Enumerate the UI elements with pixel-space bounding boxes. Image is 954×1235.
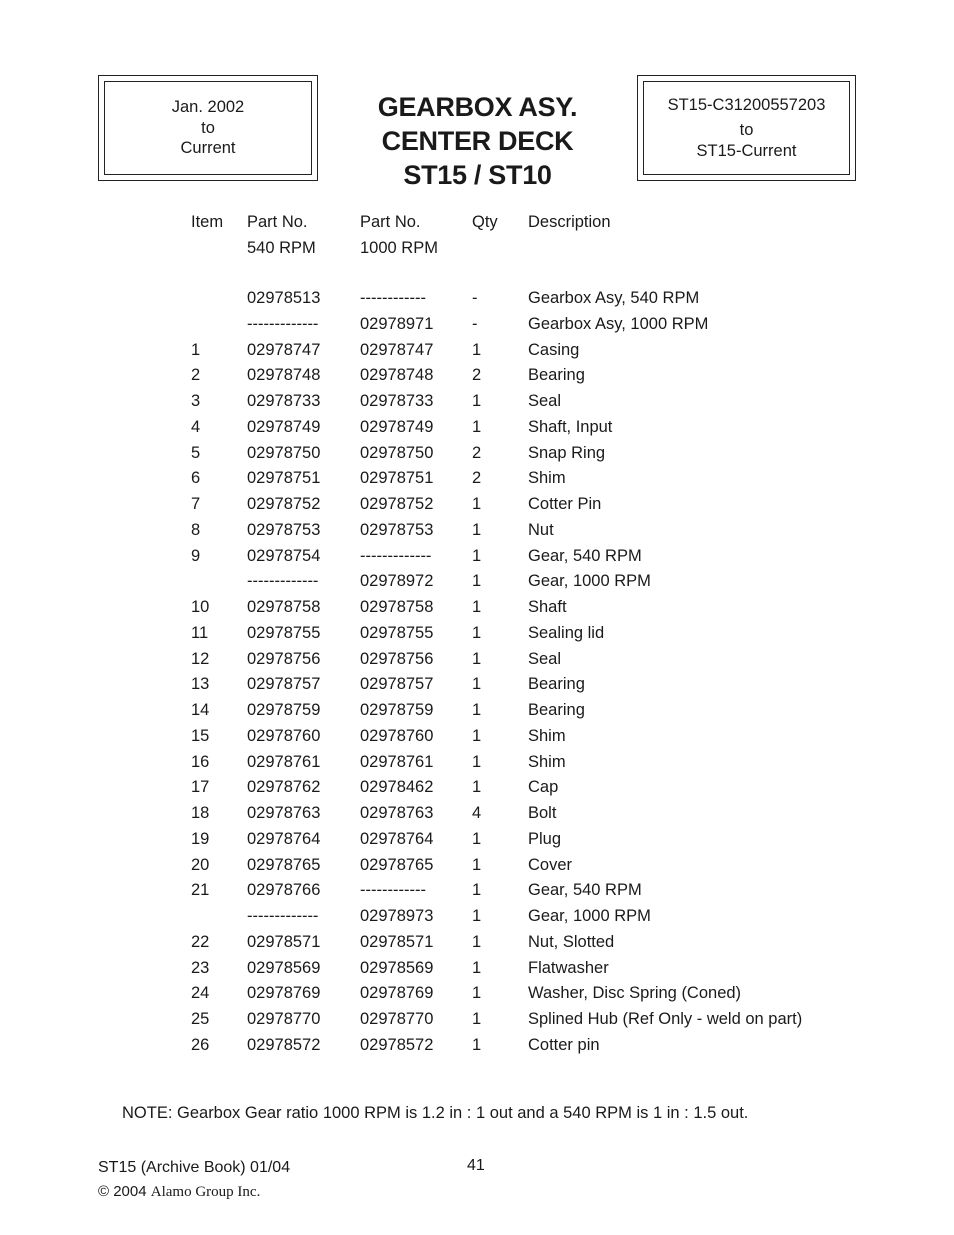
date-range-end: Current <box>180 139 236 158</box>
table-row <box>0 519 954 545</box>
header-part-540-sub: 540 RPM <box>247 239 316 257</box>
part-number-540: 02978769 <box>247 984 321 1003</box>
part-number-540: 02978757 <box>247 675 321 694</box>
table-row <box>0 699 954 725</box>
table-row <box>0 648 954 674</box>
part-number-540: 02978766 <box>247 881 321 900</box>
part-number-1000: 02978750 <box>360 443 434 462</box>
part-number-1000: 02978765 <box>360 855 434 874</box>
quantity: 1 <box>472 984 482 1003</box>
part-number-1000: 02978572 <box>360 1035 434 1054</box>
quantity: 1 <box>472 392 482 410</box>
quantity: 2 <box>472 366 482 385</box>
item-number: 6 <box>191 469 201 488</box>
quantity: 1 <box>472 881 482 900</box>
item-number: 1 <box>191 340 201 359</box>
description: Cotter pin <box>528 1035 600 1054</box>
part-number-1000: 02978764 <box>360 829 434 848</box>
part-number-540: 02978752 <box>247 495 321 513</box>
quantity: 2 <box>472 469 482 488</box>
header-description: Description <box>528 213 611 231</box>
quantity: 1 <box>472 649 482 668</box>
part-number-540: 02978759 <box>247 701 321 719</box>
item-number: 5 <box>191 443 201 462</box>
part-number-1000: 02978757 <box>360 675 434 694</box>
title-line-1: GEARBOX ASY. <box>377 92 578 122</box>
part-number-1000: 02978569 <box>360 958 434 977</box>
part-number-540: 02978761 <box>247 752 321 771</box>
quantity: 1 <box>472 701 482 719</box>
quantity: 1 <box>472 932 482 951</box>
part-number-540: 02978763 <box>247 804 321 822</box>
quantity: 1 <box>472 752 482 771</box>
item-number: 13 <box>191 675 210 694</box>
table-row <box>0 879 954 905</box>
quantity: 1 <box>472 1035 482 1054</box>
copyright-year: © 2004 <box>98 1183 147 1200</box>
item-number: 4 <box>191 417 201 436</box>
table-row <box>0 957 954 983</box>
item-number: 25 <box>191 1010 210 1028</box>
description: Seal <box>528 392 562 410</box>
item-number: 3 <box>191 392 201 410</box>
quantity: 1 <box>472 546 482 565</box>
quantity: 1 <box>472 855 482 874</box>
table-row <box>0 982 954 1008</box>
description: Nut, Slotted <box>528 932 615 951</box>
item-number: 23 <box>191 958 210 977</box>
description: Gear, 540 RPM <box>528 546 642 565</box>
quantity: 1 <box>472 726 482 745</box>
table-row <box>0 725 954 751</box>
description: Flatwasher <box>528 958 609 977</box>
description: Gearbox Asy, 1000 RPM <box>528 314 709 333</box>
part-number-1000: 02978973 <box>360 907 434 925</box>
footer-copyright <box>98 1183 260 1201</box>
description: Bearing <box>528 701 585 719</box>
part-number-540: 02978762 <box>247 778 321 797</box>
table-row <box>0 287 954 313</box>
part-number-540: 02978758 <box>247 598 321 616</box>
part-number-1000: 02978748 <box>360 366 434 385</box>
part-number-540: 02978760 <box>247 726 321 745</box>
part-number-540: 02978765 <box>247 855 321 874</box>
part-number-1000: 02978751 <box>360 469 434 488</box>
gear-ratio-note: NOTE: Gearbox Gear ratio 1000 RPM is 1.2 in : 1 out and a 540 RPM is 1 in : 1.5 out. <box>122 1104 749 1122</box>
item-number: 24 <box>191 984 210 1003</box>
description: Shaft, Input <box>528 417 613 436</box>
table-row <box>0 622 954 648</box>
table-row <box>0 339 954 365</box>
item-number: 11 <box>191 623 209 642</box>
header-qty: Qty <box>472 213 498 231</box>
table-row <box>0 802 954 828</box>
title-line-3: ST15 / ST10 <box>403 160 552 190</box>
page-number: 41 <box>467 1157 485 1174</box>
part-number-1000: 02978462 <box>360 778 434 797</box>
part-number-1000: 02978972 <box>360 572 434 591</box>
date-range-to: to <box>201 118 215 137</box>
description: Gear, 1000 RPM <box>528 907 651 925</box>
description: Cotter Pin <box>528 495 602 513</box>
table-row <box>0 442 954 468</box>
part-number-540: 02978749 <box>247 417 321 436</box>
quantity: 1 <box>472 572 482 591</box>
part-number-1000: 02978763 <box>360 804 434 822</box>
date-range-box-inner <box>104 81 312 175</box>
item-number: 21 <box>191 881 210 900</box>
part-number-1000: 02978747 <box>360 340 434 359</box>
part-number-1000: ------------- <box>360 546 432 565</box>
description: Shim <box>528 726 566 745</box>
part-number-1000: 02978761 <box>360 752 434 771</box>
header-item: Item <box>191 213 224 231</box>
quantity: 1 <box>472 675 482 694</box>
part-number-540: 02978733 <box>247 392 321 410</box>
description: Shim <box>528 469 566 488</box>
description: Sealing lid <box>528 623 605 642</box>
quantity: - <box>472 289 478 307</box>
quantity: 1 <box>472 417 482 436</box>
part-number-1000: 02978752 <box>360 495 434 513</box>
part-number-540: 02978751 <box>247 469 321 488</box>
part-number-540: 02978513 <box>247 289 321 307</box>
quantity: 1 <box>472 623 482 642</box>
part-number-540: 02978770 <box>247 1010 321 1028</box>
serial-range-end: ST15-Current <box>696 141 797 160</box>
description: Cap <box>528 778 559 797</box>
item-number: 7 <box>191 495 201 513</box>
part-number-1000: 02978571 <box>360 932 434 951</box>
table-row <box>0 751 954 777</box>
description: Splined Hub (Ref Only - weld on part) <box>528 1010 803 1028</box>
description: Gear, 540 RPM <box>528 881 642 900</box>
part-number-540: 02978571 <box>247 932 321 951</box>
part-number-1000: ------------ <box>360 289 426 307</box>
item-number: 15 <box>191 726 210 745</box>
table-row <box>0 1034 954 1060</box>
serial-range-box <box>637 75 856 181</box>
description: Plug <box>528 829 562 848</box>
item-number: 14 <box>191 701 210 719</box>
quantity: - <box>472 314 478 333</box>
copyright-company: Alamo Group Inc. <box>150 1184 261 1200</box>
quantity: 1 <box>472 495 482 513</box>
part-number-540: 02978748 <box>247 366 321 385</box>
item-number: 8 <box>191 520 201 539</box>
table-row <box>0 313 954 339</box>
table-row <box>0 493 954 519</box>
part-number-1000: 02978755 <box>360 623 434 642</box>
quantity: 1 <box>472 829 482 848</box>
part-number-540: 02978747 <box>247 340 321 359</box>
serial-range-box-inner <box>643 81 850 175</box>
table-row <box>0 364 954 390</box>
table-row <box>0 854 954 880</box>
table-row <box>0 776 954 802</box>
part-number-540: 02978569 <box>247 958 321 977</box>
table-row <box>0 673 954 699</box>
description: Shaft <box>528 598 567 616</box>
item-number: 20 <box>191 855 210 874</box>
description: Bearing <box>528 366 585 385</box>
quantity: 1 <box>472 340 482 359</box>
parts-table <box>0 287 954 1060</box>
header-part-1000: Part No. <box>360 213 421 231</box>
item-number: 17 <box>191 778 210 797</box>
part-number-1000: 02978733 <box>360 392 434 410</box>
part-number-1000: 02978971 <box>360 314 434 333</box>
part-number-540: 02978756 <box>247 649 321 668</box>
serial-range-to: to <box>739 121 754 140</box>
part-number-1000: 02978756 <box>360 649 434 668</box>
part-number-540: ------------- <box>247 314 319 333</box>
table-row <box>0 828 954 854</box>
item-number: 2 <box>191 366 201 385</box>
part-number-1000: 02978760 <box>360 726 434 745</box>
table-row <box>0 467 954 493</box>
title-line-2: CENTER DECK <box>381 126 574 156</box>
quantity: 1 <box>472 598 482 616</box>
description: Bolt <box>528 804 557 822</box>
part-number-540: 02978764 <box>247 829 321 848</box>
description: Gear, 1000 RPM <box>528 572 651 591</box>
table-row <box>0 905 954 931</box>
table-row <box>0 1008 954 1034</box>
quantity: 1 <box>472 958 482 977</box>
quantity: 2 <box>472 443 482 462</box>
part-number-1000: 02978758 <box>360 598 434 616</box>
item-number: 12 <box>191 649 210 668</box>
page-title <box>318 90 637 192</box>
serial-range-start: ST15-C31200557203 <box>667 95 826 114</box>
description: Cover <box>528 855 573 874</box>
quantity: 4 <box>472 804 482 822</box>
table-row <box>0 596 954 622</box>
table-row <box>0 390 954 416</box>
item-number: 22 <box>191 932 210 951</box>
part-number-1000: 02978770 <box>360 1010 434 1028</box>
item-number: 9 <box>191 546 201 565</box>
item-number: 16 <box>191 752 210 771</box>
part-number-540: 02978750 <box>247 443 321 462</box>
item-number: 19 <box>191 829 210 848</box>
table-row <box>0 416 954 442</box>
description: Snap Ring <box>528 443 606 462</box>
date-range-box <box>98 75 318 181</box>
header-part-540: Part No. <box>247 213 308 231</box>
part-number-540: 02978755 <box>247 623 321 642</box>
part-number-1000: ------------ <box>360 881 426 900</box>
part-number-540: ------------- <box>247 572 319 591</box>
part-number-1000: 02978753 <box>360 520 434 539</box>
date-range-start: Jan. 2002 <box>171 98 245 117</box>
table-row <box>0 545 954 571</box>
part-number-540: 02978753 <box>247 520 321 539</box>
description: Casing <box>528 340 580 359</box>
quantity: 1 <box>472 1010 482 1028</box>
part-number-540: 02978572 <box>247 1035 321 1054</box>
table-row <box>0 931 954 957</box>
part-number-540: ------------- <box>247 907 319 925</box>
description: Bearing <box>528 675 585 694</box>
item-number: 10 <box>191 598 210 616</box>
part-number-1000: 02978759 <box>360 701 434 719</box>
description: Seal <box>528 649 562 668</box>
table-row <box>0 570 954 596</box>
item-number: 18 <box>191 804 210 822</box>
part-number-1000: 02978769 <box>360 984 434 1003</box>
description: Gearbox Asy, 540 RPM <box>528 289 700 307</box>
footer-book-info: ST15 (Archive Book) 01/04 <box>98 1159 291 1176</box>
quantity: 1 <box>472 907 482 925</box>
description: Washer, Disc Spring (Coned) <box>528 984 742 1003</box>
part-number-540: 02978754 <box>247 546 321 565</box>
quantity: 1 <box>472 520 482 539</box>
quantity: 1 <box>472 778 482 797</box>
part-number-1000: 02978749 <box>360 417 434 436</box>
description: Nut <box>528 520 554 539</box>
description: Shim <box>528 752 566 771</box>
item-number: 26 <box>191 1035 210 1054</box>
header-part-1000-sub: 1000 RPM <box>360 239 438 257</box>
